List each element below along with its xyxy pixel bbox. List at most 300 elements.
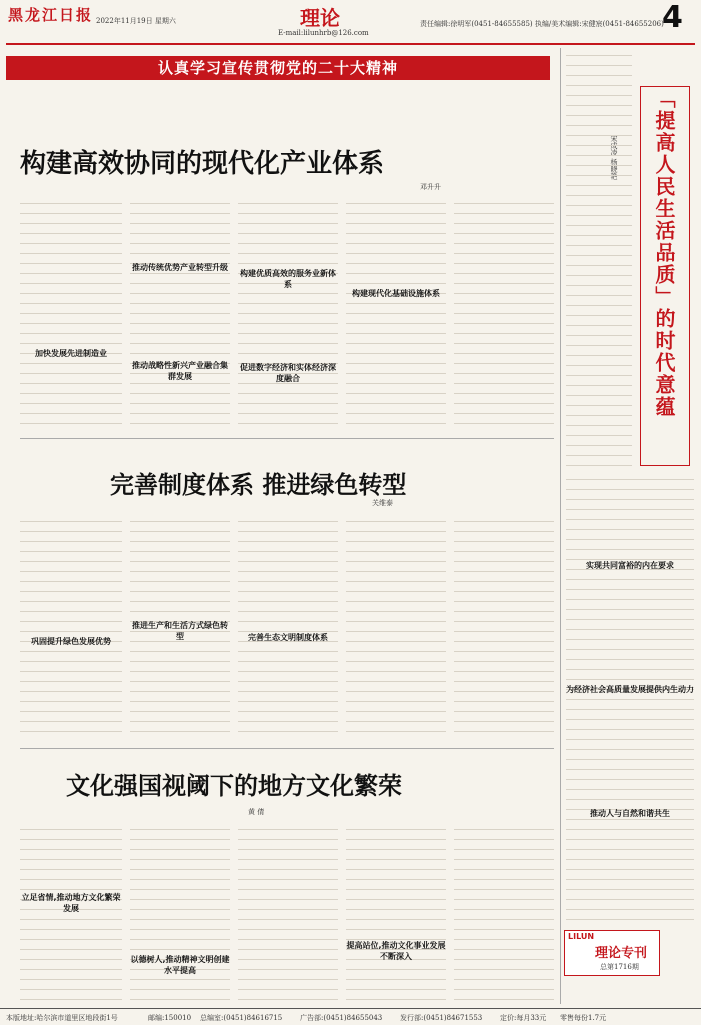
text-line (130, 304, 230, 314)
text-line (454, 652, 554, 662)
text-line (130, 572, 230, 582)
text-line (130, 910, 230, 920)
text-line (130, 414, 230, 424)
article-2-byline: 关维泰 (372, 499, 393, 507)
text-line (566, 590, 694, 600)
text-line (20, 682, 122, 692)
text-line (566, 396, 632, 406)
text-line (566, 326, 632, 336)
text-line (566, 216, 632, 226)
article-3-subhead-2: 以德树人,推动精神文明创建水平提高 (130, 955, 230, 975)
text-line (130, 682, 230, 692)
text-line (346, 404, 446, 414)
text-line (20, 552, 122, 562)
text-line (346, 830, 446, 840)
text-line (20, 394, 122, 404)
text-line (130, 920, 230, 930)
text-line (238, 920, 338, 930)
text-line (346, 592, 446, 602)
text-line (346, 542, 446, 552)
text-line (566, 730, 694, 740)
text-line (566, 146, 632, 156)
text-line (566, 456, 632, 466)
text-line (238, 712, 338, 722)
text-line (20, 702, 122, 712)
text-line (20, 920, 122, 930)
text-line (566, 500, 694, 510)
text-line (566, 530, 694, 540)
text-line (346, 980, 446, 990)
text-line (454, 522, 554, 532)
text-line (20, 214, 122, 224)
paper-name: 黑龙江日报 (8, 6, 94, 24)
text-line (454, 840, 554, 850)
text-line (566, 710, 694, 720)
text-line (454, 602, 554, 612)
text-line (566, 790, 694, 800)
text-line (20, 980, 122, 990)
section-name: 理论 (300, 6, 340, 30)
text-line (130, 850, 230, 860)
article-2-col-4 (346, 512, 446, 740)
column-logo-cn: 理论专刊 (595, 946, 648, 961)
text-line (454, 702, 554, 712)
text-line (20, 334, 122, 344)
text-line (566, 286, 632, 296)
text-line (454, 314, 554, 324)
text-line (346, 374, 446, 384)
text-line (20, 860, 122, 870)
text-line (454, 820, 554, 830)
text-line (566, 336, 632, 346)
text-line (454, 990, 554, 1000)
column-logo-en: LILUN (568, 932, 595, 941)
right-article-author: 宋成凌 杨晓艳 (610, 135, 618, 180)
text-line (566, 630, 694, 640)
text-line (454, 274, 554, 284)
text-line (238, 890, 338, 900)
text-line (346, 354, 446, 364)
text-line (238, 642, 338, 652)
text-line (130, 542, 230, 552)
text-line (130, 672, 230, 682)
text-line (238, 830, 338, 840)
text-line (20, 722, 122, 732)
text-line (130, 384, 230, 394)
article-2-col-1 (20, 512, 122, 740)
text-line (566, 316, 632, 326)
text-line (566, 276, 632, 286)
article-1-col-5 (454, 194, 554, 430)
text-line (130, 582, 230, 592)
text-line (130, 224, 230, 234)
text-line (566, 830, 694, 840)
text-line (566, 386, 632, 396)
article-1-subhead-4: 构建优质高效的服务业新体系 (240, 269, 336, 289)
text-line (454, 870, 554, 880)
divider (20, 438, 554, 439)
text-line (130, 662, 230, 672)
text-line (130, 562, 230, 572)
text-line (566, 166, 632, 176)
text-line (346, 552, 446, 562)
text-line (130, 702, 230, 712)
text-line (566, 236, 632, 246)
text-line (566, 880, 694, 890)
text-line (20, 304, 122, 314)
text-line (20, 652, 122, 662)
text-line (238, 334, 338, 344)
text-line (130, 334, 230, 344)
text-line (130, 234, 230, 244)
text-line (454, 880, 554, 890)
text-line (566, 900, 694, 910)
footer-address: 本版地址:哈尔滨市道里区地段街1号 (6, 1014, 118, 1022)
text-line (566, 600, 694, 610)
footer (0, 1008, 701, 1025)
text-line (238, 940, 338, 950)
text-line (20, 244, 122, 254)
text-line (238, 672, 338, 682)
text-line (130, 204, 230, 214)
text-line (454, 414, 554, 424)
text-line (238, 324, 338, 334)
text-line (238, 294, 338, 304)
text-line (566, 376, 632, 386)
text-line (566, 470, 694, 480)
text-line (566, 610, 694, 620)
text-line (566, 366, 632, 376)
text-line (346, 204, 446, 214)
article-1-subhead-5: 构建现代化基础设施体系 (352, 289, 440, 298)
text-line (566, 550, 694, 560)
text-line (346, 274, 446, 284)
text-line (346, 244, 446, 254)
footer-price: 零售每份1.7元 (560, 1014, 607, 1022)
article-3-title: 文化强国视阈下的地方文化繁荣 (66, 772, 402, 800)
text-line (238, 930, 338, 940)
text-line (238, 384, 338, 394)
article-3-col-4 (346, 820, 446, 1002)
text-line (346, 870, 446, 880)
text-line (20, 542, 122, 552)
text-line (130, 642, 230, 652)
text-line (346, 702, 446, 712)
text-line (346, 622, 446, 632)
text-line (454, 294, 554, 304)
text-line (238, 612, 338, 622)
footer-postcode: 邮编:150010 (148, 1014, 192, 1022)
text-line (566, 226, 632, 236)
text-line (346, 324, 446, 334)
right-subhead-2: 为经济社会高质量发展提供内生动力 (566, 685, 694, 694)
text-line (454, 860, 554, 870)
text-line (566, 196, 632, 206)
text-line (346, 850, 446, 860)
text-line (20, 582, 122, 592)
text-line (566, 306, 632, 316)
text-line (454, 920, 554, 930)
footer-office-phone: 总编室:(0451)84616715 (200, 1014, 283, 1022)
text-line (20, 950, 122, 960)
text-line (130, 830, 230, 840)
text-line (566, 126, 632, 136)
text-line (238, 950, 338, 960)
text-line (238, 572, 338, 582)
text-line (566, 850, 694, 860)
text-line (238, 234, 338, 244)
text-line (238, 870, 338, 880)
right-article-title: 「提高人民生活品质」的时代意蕴 (652, 88, 676, 418)
text-line (238, 970, 338, 980)
text-line (346, 384, 446, 394)
text-line (346, 224, 446, 234)
text-line (20, 532, 122, 542)
text-line (454, 562, 554, 572)
text-line (130, 394, 230, 404)
article-1-col-1 (20, 194, 122, 430)
text-line (454, 284, 554, 294)
text-line (346, 612, 446, 622)
right-article-col-bottom (566, 470, 694, 924)
text-line (454, 930, 554, 940)
footer-subscription: 定价:每月33元 (500, 1014, 547, 1022)
text-line (346, 264, 446, 274)
text-line (346, 364, 446, 374)
text-line (20, 662, 122, 672)
article-3-col-5 (454, 820, 554, 1002)
article-1-title: 构建高效协同的现代化产业体系 (20, 149, 385, 179)
text-line (346, 910, 446, 920)
text-line (454, 364, 554, 374)
text-line (566, 186, 632, 196)
text-line (20, 572, 122, 582)
text-line (346, 512, 446, 522)
text-line (566, 66, 632, 76)
article-2-col-3 (238, 512, 338, 740)
text-line (130, 820, 230, 830)
text-line (454, 582, 554, 592)
text-line (20, 224, 122, 234)
text-line (566, 96, 632, 106)
text-line (20, 284, 122, 294)
text-line (346, 692, 446, 702)
text-line (566, 740, 694, 750)
text-line (20, 404, 122, 414)
text-line (238, 592, 338, 602)
text-line (346, 970, 446, 980)
text-line (454, 374, 554, 384)
text-line (238, 214, 338, 224)
article-1-col-4 (346, 194, 446, 430)
column-issue: 总第1716期 (600, 963, 639, 971)
page-number: 4 (662, 0, 683, 35)
text-line (238, 980, 338, 990)
text-line (566, 660, 694, 670)
text-line (346, 632, 446, 642)
text-line (454, 592, 554, 602)
text-line (566, 770, 694, 780)
text-line (346, 722, 446, 732)
text-line (20, 840, 122, 850)
text-line (566, 136, 632, 146)
text-line (346, 214, 446, 224)
article-1-subhead-2: 推动传统优势产业转型升级 (132, 263, 228, 272)
text-line (20, 314, 122, 324)
text-line (238, 662, 338, 672)
text-line (20, 294, 122, 304)
text-line (454, 682, 554, 692)
text-line (454, 960, 554, 970)
text-line (454, 642, 554, 652)
text-line (454, 532, 554, 542)
text-line (566, 890, 694, 900)
article-2-subhead-2: 推进生产和生活方式绿色转型 (132, 621, 228, 641)
text-line (566, 436, 632, 446)
text-line (566, 56, 632, 66)
text-line (454, 334, 554, 344)
text-line (454, 204, 554, 214)
text-line (238, 990, 338, 1000)
text-line (566, 640, 694, 650)
text-line (130, 980, 230, 990)
text-line (130, 870, 230, 880)
text-line (130, 652, 230, 662)
article-2-col-5 (454, 512, 554, 740)
text-line (20, 264, 122, 274)
text-line (566, 580, 694, 590)
text-line (130, 722, 230, 732)
text-line (566, 860, 694, 870)
text-line (346, 194, 446, 204)
text-line (20, 254, 122, 264)
text-line (454, 194, 554, 204)
article-2-title: 完善制度体系 推进绿色转型 (110, 471, 407, 499)
right-article-col-top (566, 46, 632, 466)
text-line (238, 542, 338, 552)
text-line (20, 194, 122, 204)
text-line (566, 246, 632, 256)
text-line (130, 244, 230, 254)
theme-banner: 认真学习宣传贯彻党的二十大精神 (6, 56, 550, 80)
text-line (346, 820, 446, 830)
text-line (346, 254, 446, 264)
text-line (566, 76, 632, 86)
text-line (20, 274, 122, 284)
text-line (454, 254, 554, 264)
text-line (238, 652, 338, 662)
text-line (238, 840, 338, 850)
text-line (454, 264, 554, 274)
text-line (130, 314, 230, 324)
text-line (20, 562, 122, 572)
text-line (566, 296, 632, 306)
text-line (454, 304, 554, 314)
text-line (20, 522, 122, 532)
text-line (454, 622, 554, 632)
text-line (130, 214, 230, 224)
text-line (20, 324, 122, 334)
text-line (566, 206, 632, 216)
text-line (20, 622, 122, 632)
text-line (346, 990, 446, 1000)
text-line (238, 532, 338, 542)
text-line (566, 820, 694, 830)
text-line (346, 662, 446, 672)
text-line (238, 850, 338, 860)
text-line (130, 880, 230, 890)
article-3-subhead-3: 提高站位,推动文化事业发展不断深入 (346, 941, 446, 961)
text-line (20, 850, 122, 860)
text-line (346, 344, 446, 354)
text-line (454, 224, 554, 234)
text-line (566, 510, 694, 520)
text-line (454, 612, 554, 622)
text-line (566, 490, 694, 500)
footer-ad-phone: 广告部:(0451)84655043 (300, 1014, 383, 1022)
text-line (20, 672, 122, 682)
text-line (346, 562, 446, 572)
article-1-subhead-1: 加快发展先进制造业 (35, 349, 107, 358)
text-line (130, 692, 230, 702)
editors-line: 责任编辑:徐明军(0451-84655585) 执编/美术编辑:宋健宸(0451-84655206) (420, 20, 664, 28)
text-line (20, 970, 122, 980)
article-2-subhead-3: 完善生态文明制度体系 (248, 633, 328, 642)
text-line (238, 900, 338, 910)
text-line (238, 512, 338, 522)
text-line (454, 970, 554, 980)
text-line (238, 254, 338, 264)
text-line (20, 512, 122, 522)
text-line (130, 900, 230, 910)
text-line (566, 750, 694, 760)
text-line (346, 642, 446, 652)
text-line (346, 840, 446, 850)
text-line (346, 890, 446, 900)
text-line (238, 404, 338, 414)
article-1-col-2 (130, 194, 230, 430)
article-1-col-3 (238, 194, 338, 430)
text-line (346, 414, 446, 424)
text-line (238, 880, 338, 890)
article-3-byline: 黄 倩 (248, 808, 265, 816)
text-line (346, 582, 446, 592)
text-line (238, 622, 338, 632)
text-line (20, 830, 122, 840)
text-line (130, 522, 230, 532)
text-line (454, 980, 554, 990)
text-line (454, 900, 554, 910)
text-line (566, 116, 632, 126)
text-line (566, 106, 632, 116)
text-line (238, 582, 338, 592)
text-line (566, 156, 632, 166)
text-line (238, 682, 338, 692)
text-line (454, 692, 554, 702)
text-line (566, 446, 632, 456)
text-line (238, 414, 338, 424)
text-line (238, 194, 338, 204)
text-line (20, 712, 122, 722)
text-line (130, 930, 230, 940)
text-line (130, 274, 230, 284)
text-line (346, 304, 446, 314)
text-line (130, 592, 230, 602)
text-line (346, 522, 446, 532)
text-line (130, 552, 230, 562)
text-line (130, 602, 230, 612)
text-line (566, 266, 632, 276)
